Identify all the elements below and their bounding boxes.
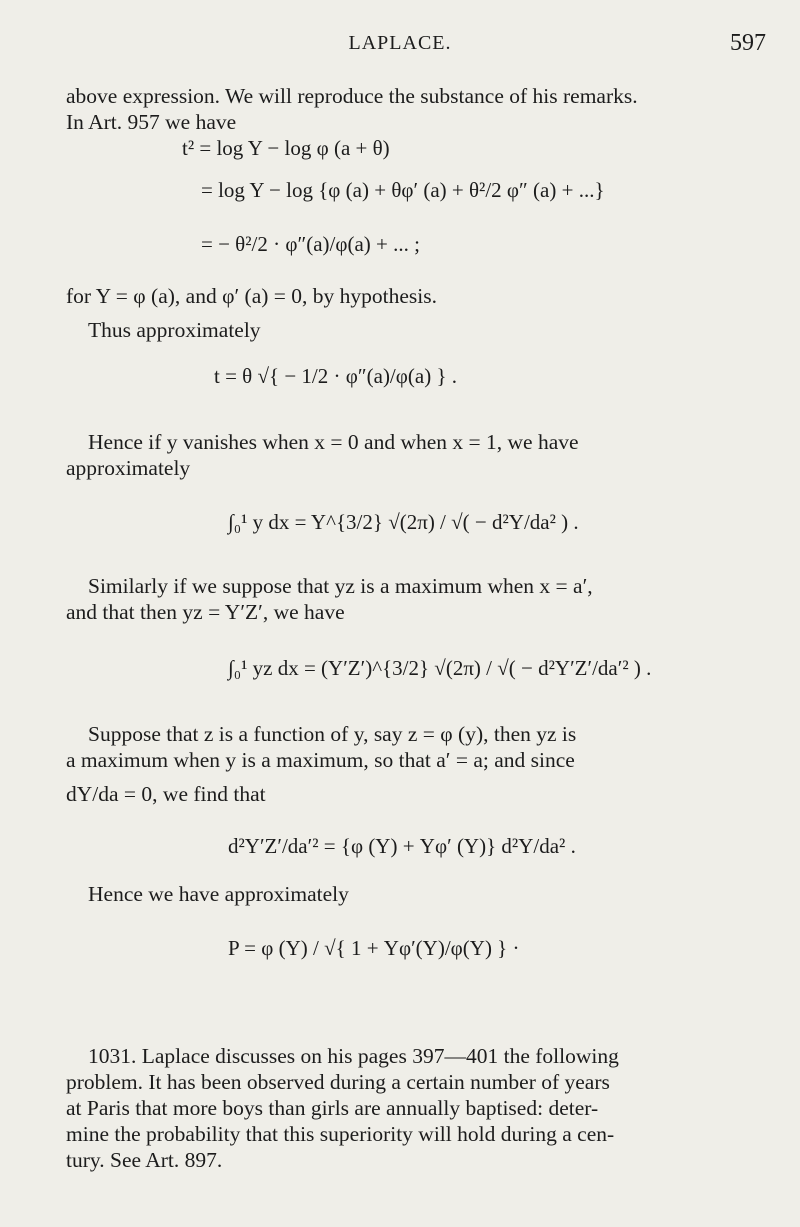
para7: Hence we have approximately [88, 882, 349, 906]
para8-line5: tury. See Art. 897. [66, 1148, 223, 1172]
running-head: LAPLACE. [348, 32, 452, 54]
para8-line3: at Paris that more boys than girls are annually baptised: deter- [66, 1096, 599, 1120]
equation-second-derivative: d²Y′Z′/da′² = {φ (Y) + Yφ′ (Y)} d²Y/da² . [228, 834, 576, 858]
equation-t-approx: t = θ √{ − 1/2 · φ″(a)/φ(a) } . [214, 364, 458, 388]
equation-t-squared: t² = log Y − log φ (a + θ) [182, 136, 390, 160]
equation-P: P = φ (Y) / √{ 1 + Yφ′(Y)/φ(Y) } · [228, 936, 520, 960]
equation-approx-series: = − θ²/2 · φ″(a)/φ(a) + ... ; [201, 232, 420, 256]
page-number: 597 [730, 30, 766, 56]
para2: for Y = φ (a), and φ′ (a) = 0, by hypothesis. [66, 284, 438, 308]
para4-line1: Hence if y vanishes when x = 0 and when x = 1, we have [88, 430, 579, 454]
para1-line2: In Art. 957 we have [66, 110, 237, 134]
para4-line2: approximately [66, 456, 191, 480]
equation-log-expansion: = log Y − log {φ (a) + θφ′ (a) + θ²/2 φ″ (a) + ...} [201, 178, 605, 202]
para6-line2: a maximum when y is a maximum, so that a′ = a; and since [66, 748, 575, 772]
para5-line1: Similarly if we suppose that yz is a maximum when x = a′, [88, 574, 593, 598]
equation-integral-y: ∫₀¹ y dx = Y^{3/2} √(2π) / √( − d²Y/da² ) . [228, 510, 579, 534]
para3: Thus approximately [88, 318, 261, 342]
equation-integral-yz: ∫₀¹ yz dx = (Y′Z′)^{3/2} √(2π) / √( − d²Y′Z′/da′² ) . [228, 656, 652, 680]
para5-line2: and that then yz = Y′Z′, we have [66, 600, 345, 624]
page-header [0, 30, 800, 60]
para8-line4: mine the probability that this superiority will hold during a cen- [66, 1122, 615, 1146]
para6-line3: dY/da = 0, we find that [66, 782, 266, 806]
para8-line1: 1031. Laplace discusses on his pages 397—401 the following [88, 1044, 619, 1068]
para6-line1: Suppose that z is a function of y, say z = φ (y), then yz is [88, 722, 577, 746]
para1-line1: above expression. We will reproduce the substance of his remarks. [66, 84, 638, 108]
para8-line2: problem. It has been observed during a certain number of years [66, 1070, 610, 1094]
